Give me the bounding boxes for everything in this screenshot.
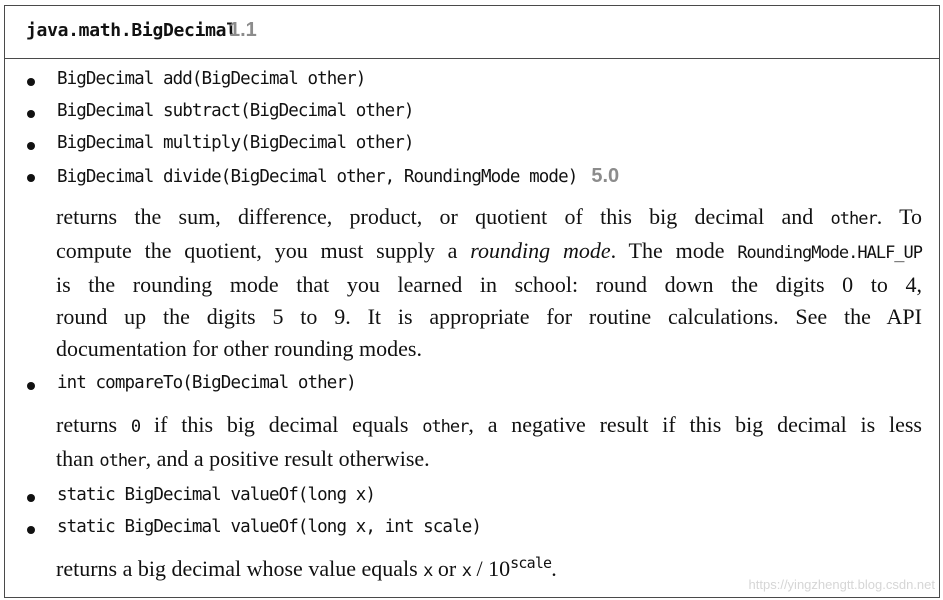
api-header [5,6,939,59]
bullet-icon [27,142,35,150]
desc-line: returns the sum, difference, product, or quotient of this big decimal and other. To [56,204,922,229]
bullet-icon [27,382,35,390]
method-signature: int compareTo(BigDecimal other) [57,373,356,393]
inline-code: x [461,561,471,581]
method-description-arithmetic [56,201,922,365]
bullet-icon [27,110,35,118]
desc-line: returns 0 if this big decimal equals other, a negative result if this big decimal is less [56,412,922,437]
inline-code: RoundingMode.HALF_UP [737,243,923,263]
desc-line: returns a big decimal whose value equals x or x / $10^{scale}$. [56,553,557,581]
desc-line: than other, and a positive result otherwise. [56,446,430,471]
bullet-icon [27,78,35,86]
bullet-icon [27,526,35,534]
desc-line: documentation for other rounding modes. [56,336,422,361]
emphasis: rounding mode [470,238,611,263]
method-signature: static BigDecimal valueOf(long x) [57,485,375,505]
method-description-compareto [56,409,922,477]
desc-line: is the rounding mode that you learned in school: round down the digits 0 to 4, [56,272,922,297]
inline-code: other [830,209,877,229]
superscript: scale [510,553,552,572]
since-version: 5.0 [591,165,620,187]
method-signature: BigDecimal add(BigDecimal other) [57,69,366,89]
inline-code: other [422,417,469,437]
watermark: https://yingzhengtt.blog.csdn.net [748,577,935,592]
api-box [4,5,940,598]
method-signature: BigDecimal subtract(BigDecimal other) [57,101,414,121]
method-signature: BigDecimal divide(BigDecimal other, RoundingMode mode) [57,167,578,187]
class-name: java.math.BigDecimal [26,20,237,41]
method-signature-divide [57,165,619,188]
inline-code: other [99,451,146,471]
bullet-icon [27,494,35,502]
method-signature: BigDecimal multiply(BigDecimal other) [57,133,414,153]
inline-code: x [423,561,433,581]
method-signature: static BigDecimal valueOf(long x, int scale) [57,517,481,537]
class-version: 1.1 [229,19,257,41]
inline-code: 0 [130,417,141,437]
bullet-icon [27,174,35,182]
desc-line: round up the digits 5 to 9. It is appropriate for routine calculations. See the API [56,304,922,329]
desc-line: compute the quotient, you must supply a rounding mode. The mode RoundingMode.HALF_UP [56,238,923,263]
